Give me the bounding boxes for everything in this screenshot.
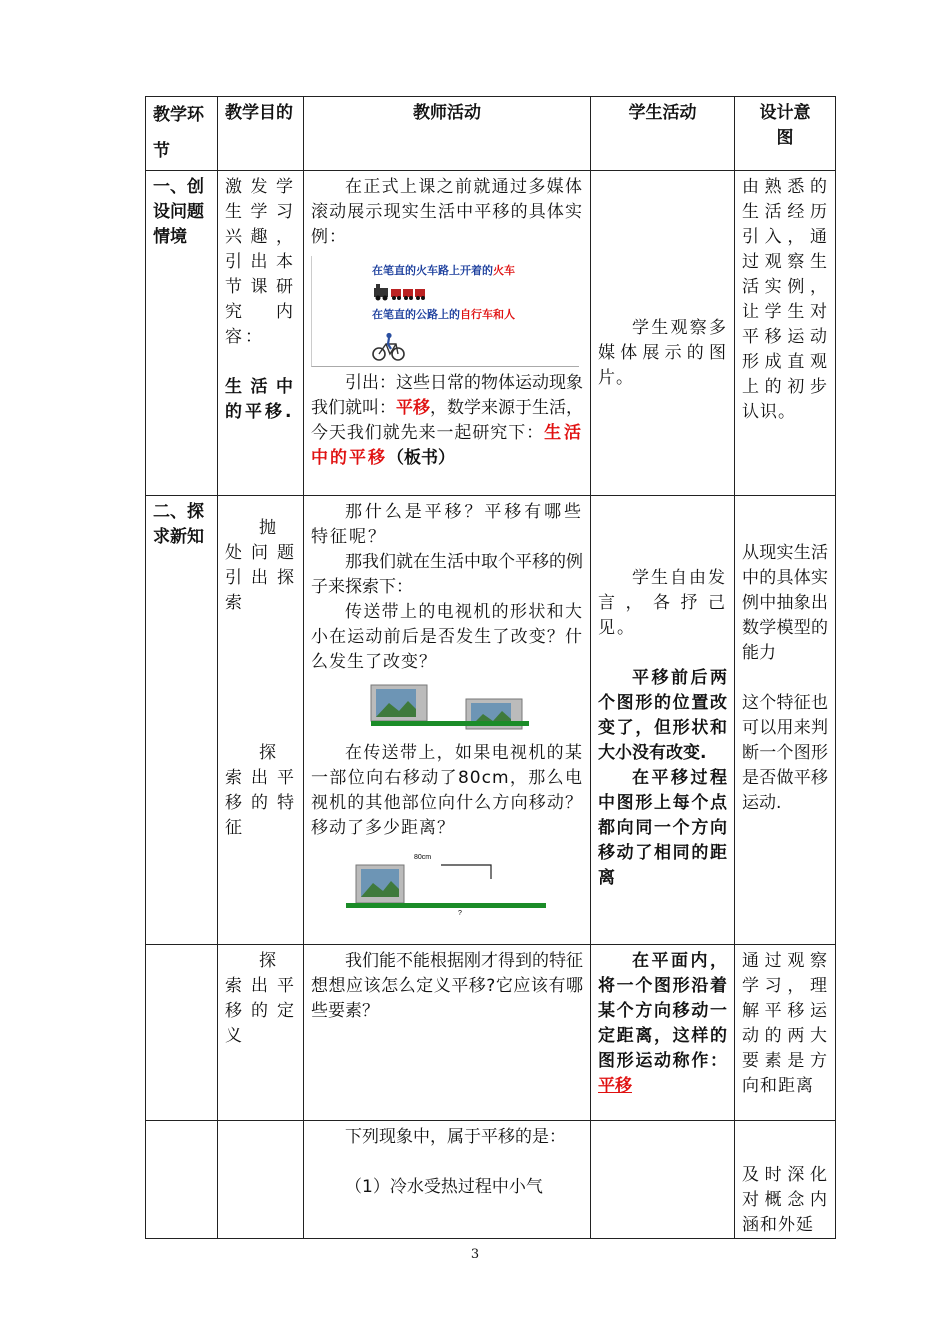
stage-2-title: 二、探求新知 <box>146 496 218 945</box>
student-1-text: 学生观察多媒体展示的图片。 <box>598 318 727 388</box>
stage-4-empty <box>146 1121 218 1239</box>
design-2a-text: 从现实生活中的具体实例中抽象出数学模型的能力 <box>742 543 828 663</box>
bike-caption: 在笔直的公路上的 <box>372 308 460 321</box>
translation-examples-illustration <box>311 256 579 367</box>
student-3-cell <box>591 945 735 1121</box>
teacher-1-cell <box>304 171 591 496</box>
train-caption-highlight: 火车 <box>493 264 515 277</box>
design-4-text: 及时深化对概念内涵和外延 <box>735 1121 836 1239</box>
stage-3-empty <box>146 945 218 1121</box>
purpose-1-text: 激发学生学习兴趣，引出本节课研究内容： <box>225 177 296 347</box>
teacher-2-cell <box>304 496 591 945</box>
header-purpose: 教学目的 <box>218 97 304 171</box>
teacher-3-text: 我们能不能根据刚才得到的特征想想应该怎么定义平移?它应该有哪些要素？ <box>304 945 591 1121</box>
conveyor-tv-illustration <box>311 679 581 733</box>
row-definition <box>146 945 836 1121</box>
purpose-4-empty <box>218 1121 304 1239</box>
teacher-4-cell <box>304 1121 591 1239</box>
student-1-cell <box>591 171 735 496</box>
purpose-2b-text: 探索出平移的特征 <box>225 743 296 838</box>
row-stage-1 <box>146 171 836 496</box>
student-2-observation: 平移前后两个图形的位置改变了，但形状和大小没有改变. <box>598 668 727 763</box>
teacher-1-intro: 在正式上课之前就通过多媒体滚动展示现实生活中平移的具体实例： <box>311 177 583 247</box>
purpose-2a-text: 抛处问题引出探索 <box>225 518 296 613</box>
design-2b-text: 这个特征也可以用来判断一个图形是否做平移运动. <box>742 693 828 813</box>
purpose-2-cell <box>218 496 304 945</box>
student-2-cell <box>591 496 735 945</box>
keyword-translation-definition: 平移 <box>598 1076 632 1096</box>
teacher-2-distance-question: 在传送带上，如果电视机的某一部位向右移动了80cm，那么电视机的其他部位向什么方向移动？移动了多少距离？ <box>311 743 583 838</box>
page-number: 3 <box>470 1247 480 1262</box>
header-teacher-activity: 教师活动 <box>304 97 591 171</box>
teacher-1-conclusion: 引出：这些日常的物体运动现象我们就叫：平移，数学来源于生活，今天我们就先来一起研究下：生活中的平移（板书） <box>311 373 584 468</box>
label-80cm: 80cm <box>414 854 432 861</box>
bicycle-icon <box>372 332 406 362</box>
label-question-mark: ? <box>458 910 462 917</box>
header-row <box>146 97 836 171</box>
row-exercise <box>146 1121 836 1239</box>
design-3-text: 通过观察学习，理解平移运动的两大要素是方向和距离 <box>735 945 836 1121</box>
teacher-2-lead: 那我们就在生活中取个平移的例子来探索下： <box>311 552 583 597</box>
student-4-empty <box>591 1121 735 1239</box>
student-2-free-talk: 学生自由发言，各抒己见。 <box>598 568 727 638</box>
header-design-intent: 设计意图 <box>735 97 836 171</box>
purpose-1-topic: 生活中的平移. <box>225 377 296 422</box>
teacher-2-question: 那什么是平移？平移有哪些特征呢？ <box>311 502 583 547</box>
board-note: （板书） <box>387 448 455 468</box>
lesson-plan-table <box>145 96 836 1239</box>
train-caption: 在笔直的火车路上开着的 <box>372 264 493 277</box>
design-1-text: 由熟悉的生活经历引入，通过观察生活实例，让学生对平移运动形成直观上的初步认识。 <box>735 171 836 496</box>
teacher-4-option-1: （1）冷水受热过程中小气 <box>345 1177 543 1197</box>
teacher-4-question: 下列现象中，属于平移的是： <box>345 1127 566 1147</box>
lesson-topic: 生活中的平移 <box>311 423 584 468</box>
purpose-3-text: 探索出平移的定义 <box>218 945 304 1121</box>
train-icon <box>372 282 430 302</box>
header-student-activity: 学生活动 <box>591 97 735 171</box>
bike-caption-highlight: 自行车和人 <box>460 308 515 321</box>
keyword-translation: 平移 <box>396 398 430 418</box>
teacher-2-tv-question: 传送带上的电视机的形状和大小在运动前后是否发生了改变？什么发生了改变？ <box>311 602 583 672</box>
student-2-feature: 在平移过程中图形上每个点都向同一个方向移动了相同的距离 <box>598 768 727 888</box>
tv-80cm-illustration <box>311 847 581 917</box>
row-stage-2 <box>146 496 836 945</box>
purpose-1-cell <box>218 171 304 496</box>
student-3-definition: 在平面内，将一个图形沿着某个方向移动一定距离，这样的图形运动称作： <box>598 951 727 1071</box>
design-2-cell <box>735 496 836 945</box>
header-stage: 教学环节 <box>146 97 218 171</box>
stage-1-title: 一、创设问题情境 <box>146 171 218 496</box>
